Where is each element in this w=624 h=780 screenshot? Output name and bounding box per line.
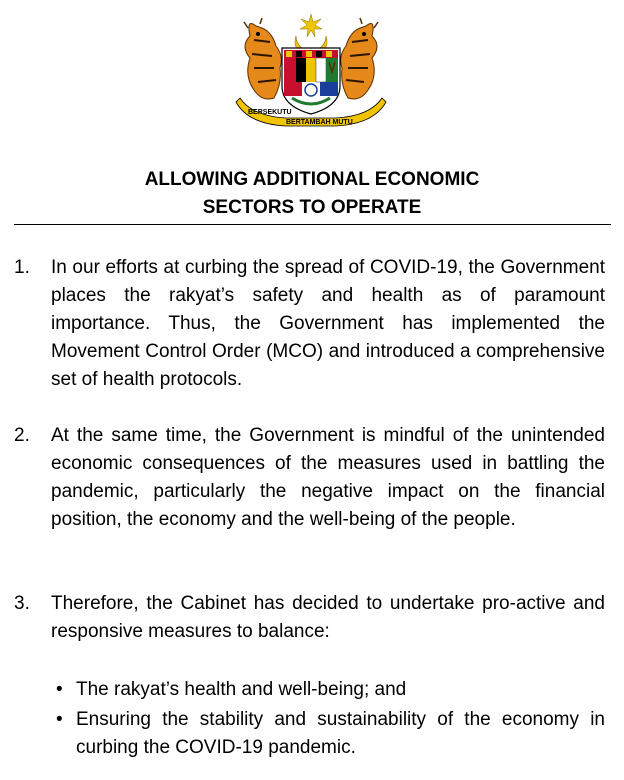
shield-icon xyxy=(282,48,340,114)
title-line-1: ALLOWING ADDITIONAL ECONOMIC xyxy=(144,169,480,190)
right-tiger-icon xyxy=(341,18,378,99)
motto-right-text: BERTAMBAH MUTU xyxy=(286,119,353,126)
paragraph-3-number: 3. xyxy=(14,593,30,614)
page-title xyxy=(0,166,624,222)
bullet-1-symbol: • xyxy=(56,679,63,700)
paragraph-2-number: 2. xyxy=(14,425,30,446)
paragraph-1-text: In our efforts at curbing the spread of COVID-19, the Government places the rakyat’s safety and health as of paramount importance. Thus, the Government has implemented the Movement Control Order (MCO) and introduced a comprehensive set of health protocols. xyxy=(51,257,605,390)
title-line-2: SECTORS TO OPERATE xyxy=(202,197,422,218)
bullet-1-text: The rakyat’s health and well-being; and xyxy=(76,679,407,700)
paragraph-1-number: 1. xyxy=(14,257,30,278)
left-tiger-icon xyxy=(244,18,281,99)
bullet-2-symbol: • xyxy=(56,709,63,730)
paragraph-2-text: At the same time, the Government is mindful of the unintended economic consequences of the measures used in battling the pandemic, particularly the negative impact on the financial position, the economy and the well-being of the people. xyxy=(51,425,605,530)
paragraph-3-text: Therefore, the Cabinet has decided to undertake pro-active and responsive measures to balance: xyxy=(51,593,605,642)
bullet-2-text: Ensuring the stability and sustainability of the economy in curbing the COVID-19 pandemic. xyxy=(76,709,605,758)
coat-of-arms-emblem xyxy=(226,6,396,136)
motto-left-text: BERSEKUTU xyxy=(248,109,292,116)
title-divider xyxy=(14,224,611,225)
